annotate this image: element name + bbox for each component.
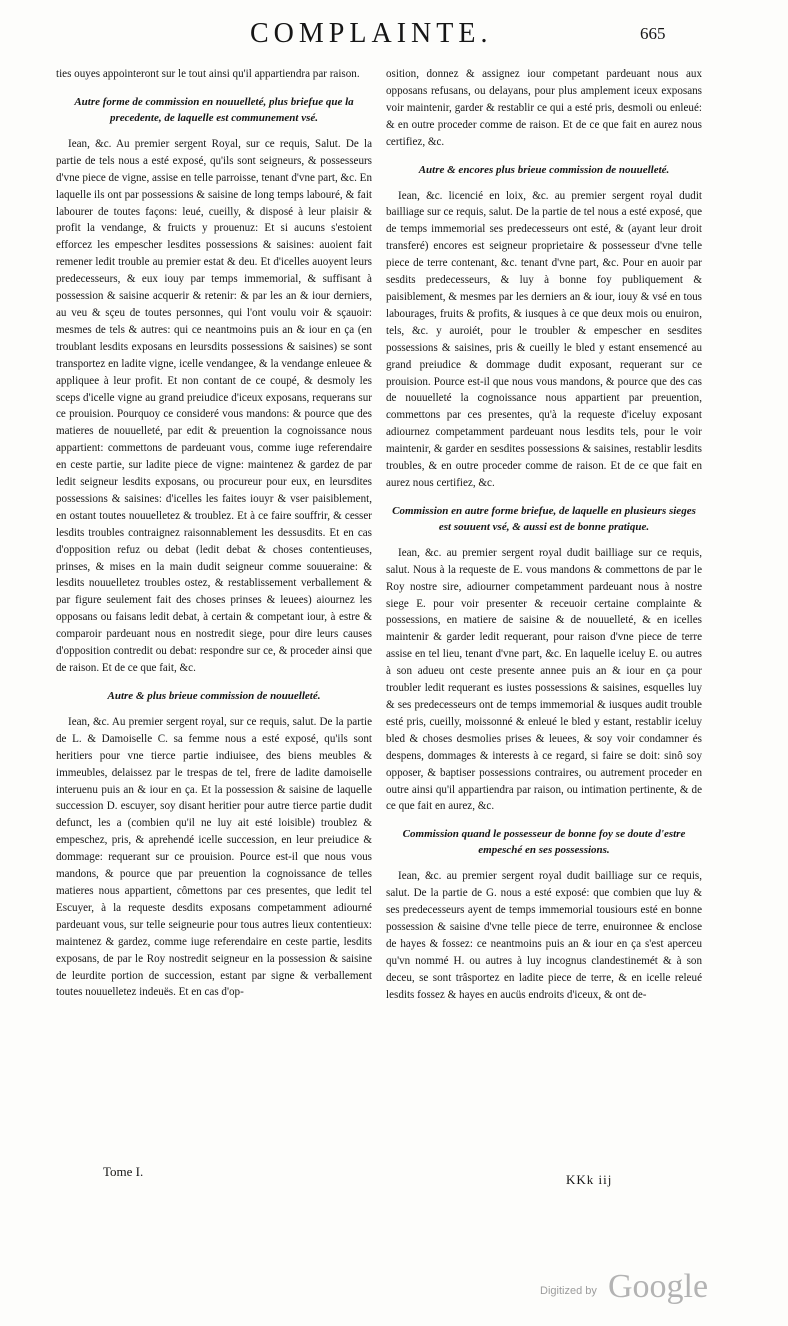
signature-mark: KKk iij <box>566 1172 613 1187</box>
digitized-watermark <box>536 1268 709 1308</box>
paragraph: Iean, &c. au premier sergent royal dudit bailliage sur ce requis, salut. Nous à la requeste de E. vous mandons & commettons de par le Roy nostre sire, adiourner competamment pardeuant nous à nostre siege E. pour voir presenter & receuoir certaine complainte & possessions, en matiere de saisine & de nouuelleté, & en icelles maintenir & garder ledit requerant, pour raison d'vne piece de terre assise en tel lieu, tenant d'vne part, &c. En laquelle iceluy E. ou autres à son adueu ont ceste presente annee puis an & iour en ça pour troubler ledit requerant es iustes possessions & saisines, esquelles luy & ses predecesseurs ont de temps immemorial & iusques audit trouble esté pris, cueilly, moissonné & enleué le bled y estant, restablir iceluy bled & choses desmolies prises & leuees, & soy voir condamner és despens, dommages & interests à ce regard, si faire se doit: sinô soy opposer, & baptiser possessions contraires, ou autrement proceder en outre ainsi qu'il appartiendra par raison, ou intimation pertinente, & de ce que fait en aurez, &c. <box>386 546 702 813</box>
paragraph: Iean, &c. licencié en loix, &c. au premier sergent royal dudit bailliage sur ce requis, salut. De la partie de tel nous a esté exposé, que de temps immemorial ses predecesseurs ont esté, & (ayant leur droit transferé) encores est seigneur proprietaire & possesseur d'vne telle piece de terre contenant, &c. tenant d'vne part, &c. Pour en auoir par sesdits predecesseurs, & luy à bonne foy publiquement & paisiblement, & mesmes par les derniers an & iour, iouy & vsé en tous labourages, fruits & profits, & iusques à ce que deux mois ou enuiron, tels, &c. y auroiét, pour le troubler & empescher en sesdites possessions & saisines, pris & cueilly le bled y estant ensemencé au grand preiudice & dommage dudit exposant, requerant sur ce prouision. Pource est-il que nous vous mandons, & pource que des cas de nouuelleté la cognoissance nous appartient par preuention, commettons par ces presentes, qu'à la requeste d'iceluy exposant adiournez competamment pardeuant nous lesdits tels, pour le voir maintenir, & garder en sesdites possessions & saisines, restablir lesdits troubles, & en outre proceder comme de raison. Et de ce que fait en aurez nous certifiez, &c. <box>386 189 702 489</box>
continued-paragraph: osition, donnez & assignez iour competant pardeuant nous aux opposans refusans, ou delayans, pour plus amplement iceux exposans voir maintenir, garder & restablir ce qui a esté pris, desmoli ou enleué: & en outre proceder comme de raison. Et de ce que fait en aurez nous certifiez, &c. <box>386 68 702 148</box>
section-heading: Commission en autre forme briefue, de laquelle en plusieurs sieges est souuent vsé, & aussi est de bonne pratique. <box>392 504 696 533</box>
section-heading: Commission quand le possesseur de bonne foy se doute d'estre empesché en ses possessions. <box>402 828 686 857</box>
google-logo: Google <box>608 1268 709 1305</box>
volume-label: Tome I. <box>103 1164 144 1179</box>
paragraph: Iean, &c. au premier sergent royal dudit bailliage sur ce requis, salut. De la partie de G. nous a esté exposé: que combien que luy & ses predecesseurs ayent de temps immemorial tousiours esté en bonne possession & saisine d'vne telle piece de terre, enuironnee & enclose de hayes & fossez: ce neantmoins puis an & iour en ça s'est aperceu qu'vn nommé H. ou autres à luy incognus clandestinemét & à son deceu, se sont trâsportez en ladite piece de terre, & en icelle releué lesdits fossez & hayes en aucüs endroits d'iceux, & ont de- <box>386 870 702 1001</box>
page-number: 665 <box>640 24 666 43</box>
section-heading: Autre & encores plus brieue commission de nouuelleté. <box>418 163 670 176</box>
page-header <box>0 18 788 58</box>
page-footer <box>0 1164 788 1204</box>
watermark-prefix: Digitized by <box>540 1285 597 1297</box>
right-column <box>386 66 702 1004</box>
left-column <box>56 66 372 1001</box>
section-heading: Autre forme de commission en nouuelleté, plus briefue que la precedente, de laquelle est communement vsé. <box>74 95 354 124</box>
running-title: COMPLAINTE. <box>250 18 493 49</box>
continued-paragraph: ties ouyes appointeront sur le tout ainsi qu'il appartiendra par raison. <box>56 68 360 80</box>
paragraph: Iean, &c. Au premier sergent Royal, sur ce requis, Salut. De la partie de tels nous a esté exposé, qu'ils sont seigneurs, & possesseurs d'vne piece de vigne, assise en telle parroisse, tenant d'vne part, &c. En laquelle ils ont par possessions & saisine de long temps labouré, & fait labourer de toutes façons: leué, cueilly, & disposé à leur plaisir & profit la vendange, & fruicts y prouenuz: Et si aucuns s'estoient efforcez les empescher lesdites possessions & saisines: auoient fait remener ledit trouble au premier estat & deu. Et d'icelles auoyent leurs predecesseurs, & eux iouy par temps immemorial, & suffisant à possession & saisine acquerir & retenir: & par les an & iour derniers, au veu & sçeu de toutes personnes, qui l'ont voulu voir & sçauoir: mesmes de tels & autres: qui ce neantmoins puis an & iour en ça (en troublant lesdits exposans en leursdits possessions & saisines) se sont transportez en ladite vigne, icelle vendangee, & la vendange enleuee & appliquee à leur profit. Et non contant de ce coupé, & desmoly les sceps d'icelle vigne au grand preiudice d'iceux exposans, requerans sur ce prouision. Pourquoy ce consideré vous mandons: & pource que des matieres de nouuelleté, par edit & preuention la cognoissance nous appartient: commettons de pardeuant vous, comme iuge referendaire en ceste partie, sur ladite piece de vigne: maintenez & gardez de par ledit seigneur lesdits exposans, ou procureur pour eux, en leursdites possessions & saisines: d'icelles les faites iouyr & vser paisiblement, en ostant toutes nouuelletez & troublez. Et à ce faire souffrir, & cesser lesdits troubles contraignez raisonnablement les dessusdits. Et en cas d'opposition refuz ou debat (ledit debat & choses contentieuses, prinses, & mises en la main dudit seigneur comme souueraine: & lesdits nouuelletez troubles ostez, & restablissement verballement & par figure seulement fait des choses prinses & leuees) aiournez les opposans ou faisans ledit debat, à certain & competant iour, à estre & comparoir pardeuant nous en nostredit siege, pour dire leurs causes d'opposition contredit ou debat: respondre sur ce, & proceder ainsi que de raison. Et de ce que fait, &c. <box>56 137 372 674</box>
section-heading: Autre & plus brieue commission de nouuelleté. <box>107 689 321 702</box>
paragraph: Iean, &c. Au premier sergent royal, sur ce requis, salut. De la partie de L. & Damoiselle C. sa femme nous a esté exposé, qu'ils sont heritiers pour vne tierce partie indiuisee, des biens meubles & immeubles, delaissez par le trespas de tel, frere de ladite damoiselle interuenu puis an & iour en ça. Et la possession & saisine de laquelle succession D. escuyer, soy disant heritier pour autre tierce partie dudit defunct, les a (combien qu'il ne luy ait esté loisible) troublez & empeschez, pris, & aprehendé icelle succession, en leur preiudice & dommage: requerant sur ce prouision. Pource est-il que nous vous mandons, & pource que par preuention la cognoissance de telles matieres nous appartient, cômettons par ces presentes, que ledit tel Escuyer, à la requeste desdits exposans competamment adiourné pardeuant vous, sur telle seigneurie pour tous autres lieux contentieux: maintenez & gardez, comme iuge referendaire en ceste partie, lesdits exposans, de par le Roy nostredit seigneur en la possession & saisine de leurdite portion de succession, estant par signe & verballement toutes nouuelletez indeuës. Et en cas d'op- <box>56 715 372 999</box>
